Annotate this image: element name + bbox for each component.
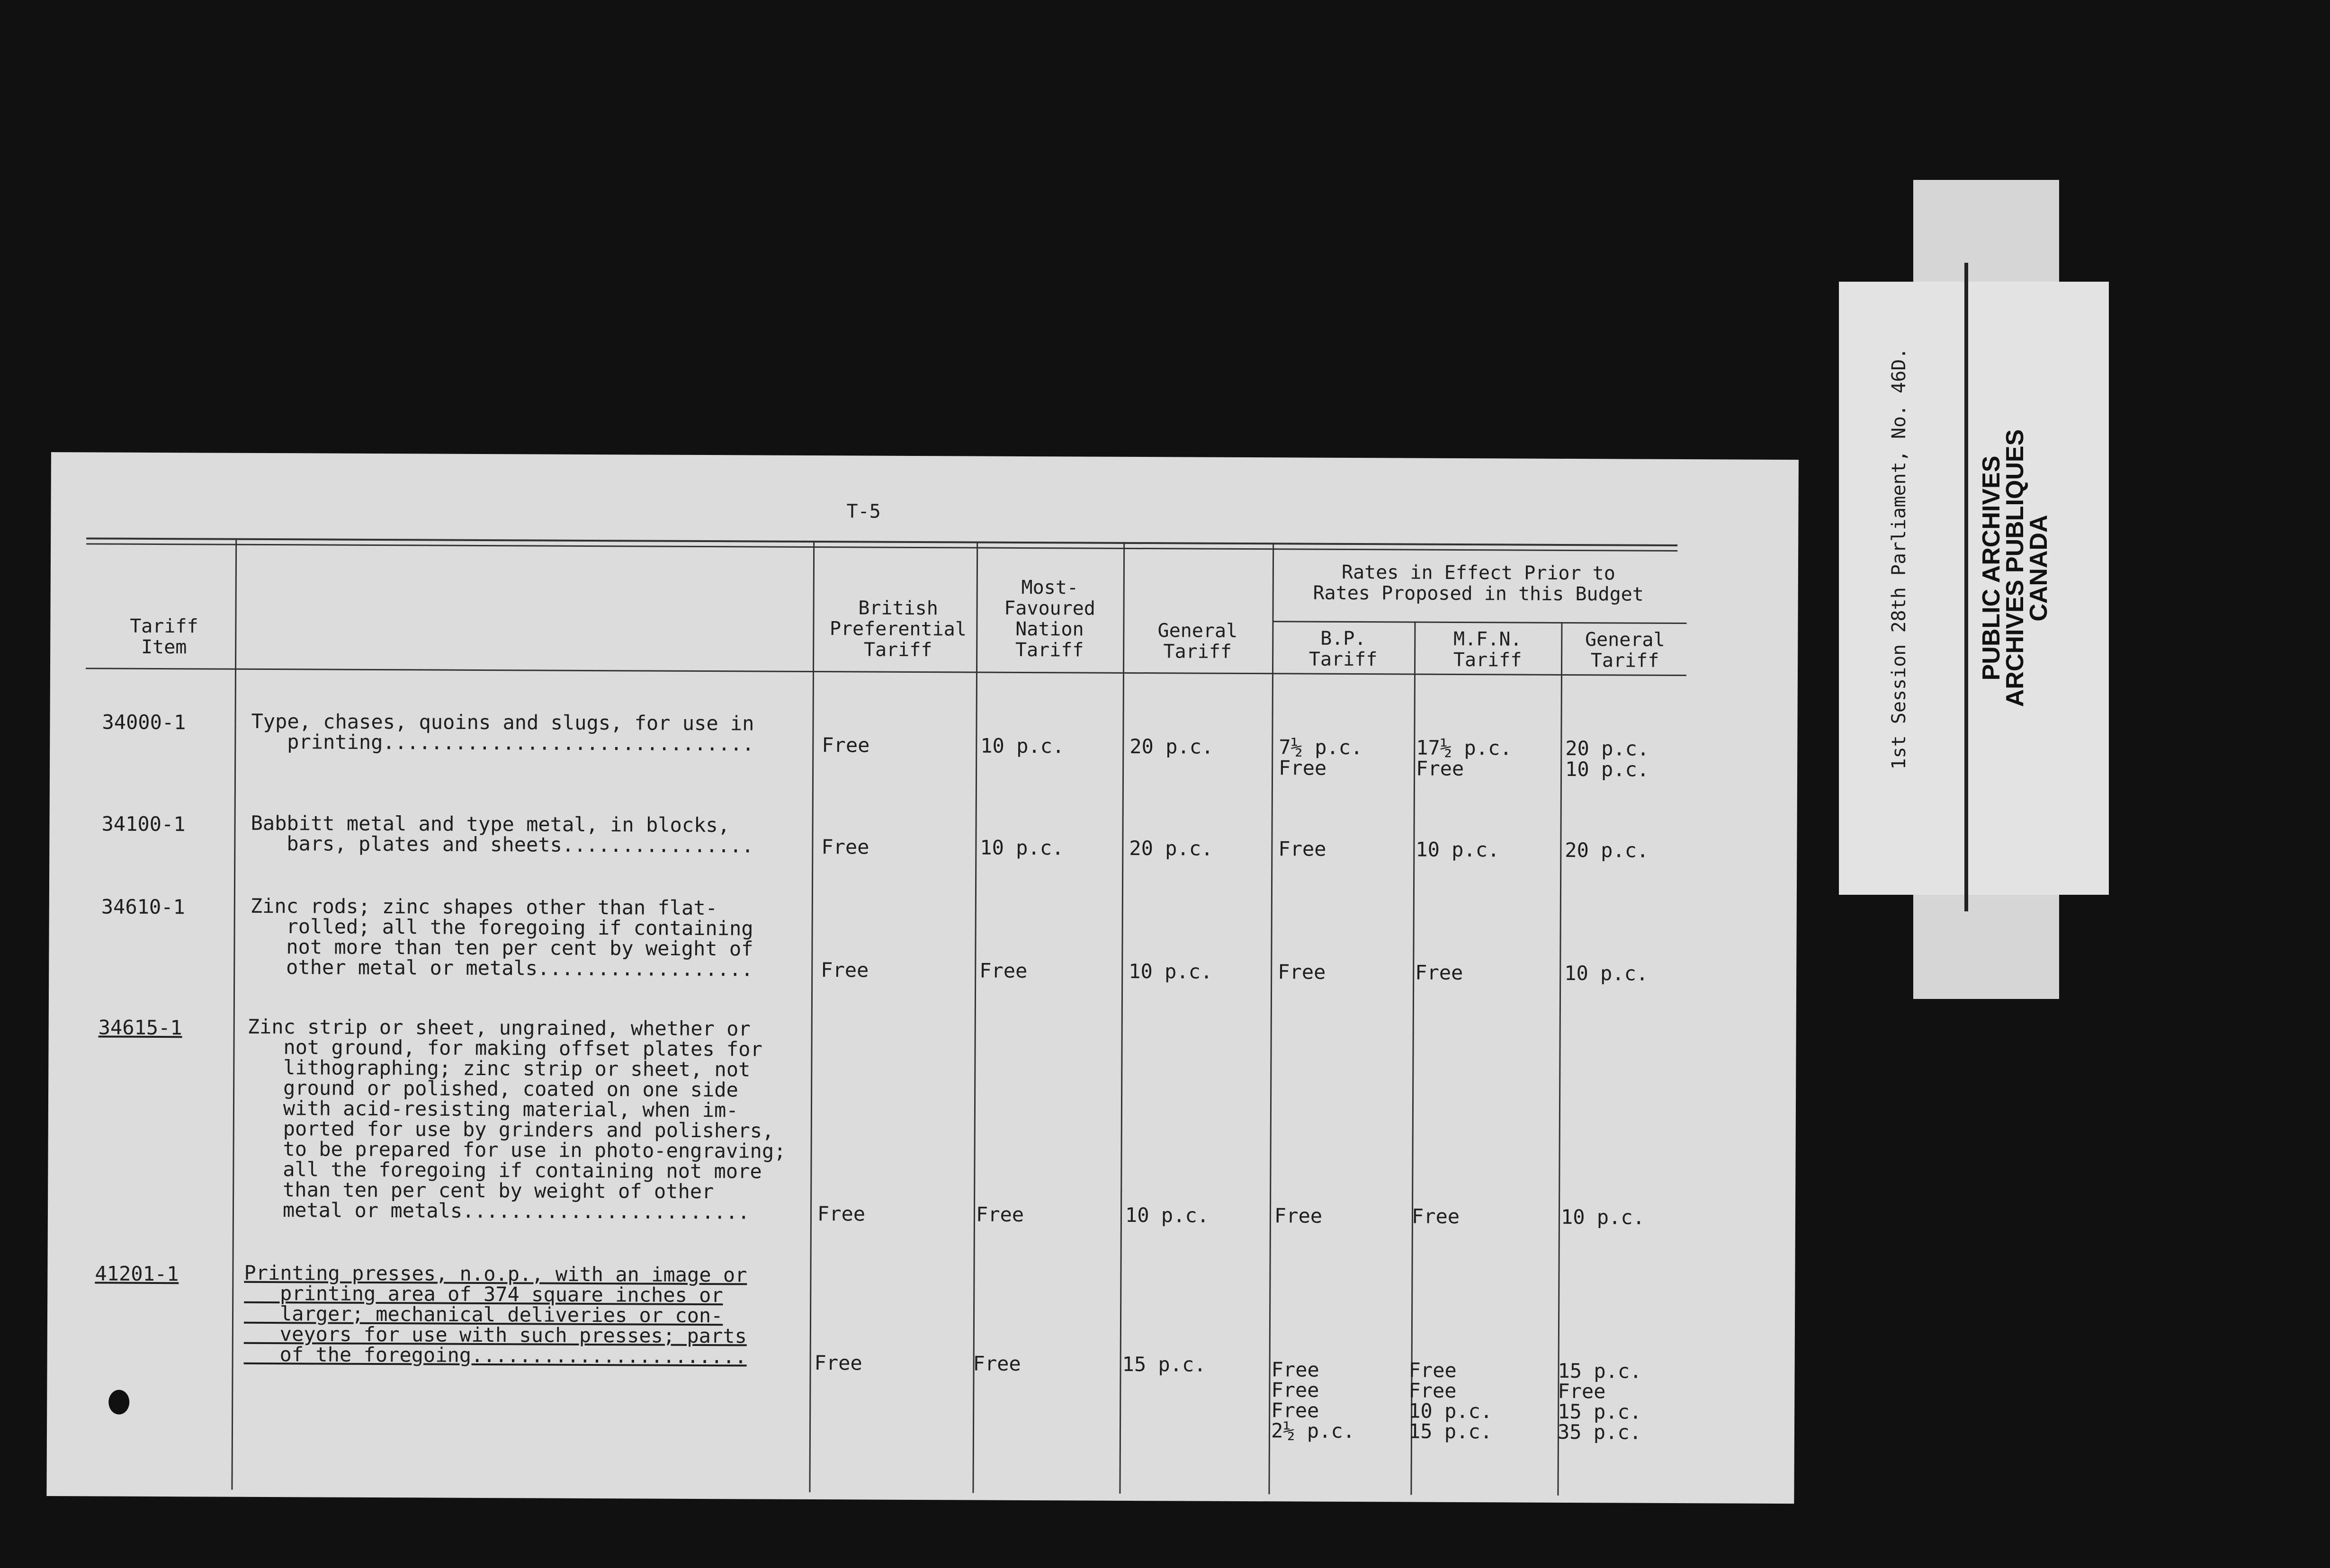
- prior-general-rate: 10 p.c.: [1560, 1205, 1645, 1229]
- bp-rate: Free: [821, 835, 869, 859]
- group-header-rule: [1272, 621, 1686, 624]
- header-british-preferential: British Preferential Tariff: [829, 597, 967, 661]
- prior-general-rate: 20 p.c.: [1565, 838, 1649, 862]
- archive-stamp: [1980, 429, 2051, 707]
- item-description: Babbitt metal and type metal, in blocks, bars, plates and sheets................: [251, 811, 754, 857]
- item-description: Zinc strip or sheet, ungrained, whether or not ground, for making offset plates for lithographing; zinc strip or sheet, not ground or polished, coated on one side with acid-resisting material, when im- ported for use by grinders and polishers, to be prepared for use in photo-engraving; all the foregoing if containing not more than ten per cent by weight of other metal or metals........................: [246, 1015, 786, 1224]
- prior-bp-rate: 7½ p.c. Free: [1279, 735, 1363, 780]
- bp-rate: Free: [817, 1202, 866, 1226]
- prior-mfn-rate: 17½ p.c. Free: [1416, 736, 1512, 781]
- tariff-item-number: 34100-1: [101, 812, 186, 836]
- general-rate: 20 p.c.: [1129, 836, 1213, 860]
- column-rule: [1268, 543, 1274, 1494]
- mfn-rate: Free: [979, 959, 1028, 983]
- ink-blot: [108, 1390, 129, 1415]
- header-prior-rates-group: Rates in Effect Prior to Rates Proposed in this Budget: [1313, 561, 1644, 606]
- prior-bp-rate: Free Free Free 2½ p.c.: [1271, 1358, 1355, 1443]
- item-description: Printing presses, n.o.p., with an image or printing area of 374 square inches or larger; mechanical deliveries or con- veyors for use with such presses; parts of the foregoing.......................: [243, 1261, 747, 1368]
- mfn-rate: Free: [973, 1352, 1021, 1375]
- column-rule: [972, 542, 978, 1493]
- tariff-item-number: 41201-1: [95, 1262, 179, 1286]
- tariff-item-number: 34610-1: [101, 895, 185, 919]
- header-general-tariff: General Tariff: [1157, 620, 1238, 663]
- prior-general-rate: 20 p.c. 10 p.c.: [1565, 736, 1649, 781]
- prior-mfn-rate: Free: [1411, 1204, 1460, 1228]
- bp-rate: Free: [822, 733, 870, 757]
- general-rate: 20 p.c.: [1129, 734, 1214, 758]
- header-tariff-item: Tariff Item: [130, 615, 198, 659]
- stamp-line: PUBLIC ARCHIVES: [1978, 455, 2005, 681]
- stamp-line: ARCHIVES PUBLIQUES: [2001, 429, 2029, 707]
- document-page: [46, 452, 1799, 1504]
- column-rule: [1119, 542, 1125, 1494]
- session-label: 1st Session 28th Parliament, No. 46D.: [1888, 347, 1910, 770]
- prior-bp-rate: Free: [1274, 1204, 1323, 1228]
- prior-mfn-rate: Free Free 10 p.c. 15 p.c.: [1408, 1358, 1493, 1443]
- general-rate: 15 p.c.: [1122, 1352, 1206, 1376]
- header-most-favoured-nation: Most- Favoured Nation Tariff: [1004, 576, 1096, 661]
- item-description: Type, chases, quoins and slugs, for use in printing...............................: [251, 709, 754, 756]
- column-rule: [809, 541, 815, 1492]
- archive-label-front: [1839, 282, 2109, 895]
- bp-rate: Free: [814, 1351, 862, 1375]
- mfn-rate: 10 p.c.: [980, 734, 1065, 758]
- header-prior-bp: B.P. Tariff: [1308, 627, 1378, 671]
- prior-bp-rate: Free: [1278, 960, 1326, 984]
- prior-mfn-rate: Free: [1415, 961, 1463, 985]
- prior-bp-rate: Free: [1278, 837, 1326, 861]
- page-number: T-5: [846, 500, 881, 523]
- column-rule: [231, 538, 237, 1490]
- general-rate: 10 p.c.: [1129, 959, 1213, 983]
- mfn-rate: Free: [976, 1203, 1024, 1226]
- tariff-item-number: 34000-1: [102, 710, 186, 734]
- header-prior-general: General Tariff: [1585, 629, 1665, 672]
- tariff-item-number: 34615-1: [98, 1016, 182, 1040]
- archive-label-edge: [1964, 263, 1968, 911]
- header-prior-mfn: M.F.N. Tariff: [1453, 628, 1522, 671]
- prior-general-rate: 15 p.c. Free 15 p.c. 35 p.c.: [1557, 1359, 1642, 1444]
- stamp-line: CANADA: [2025, 515, 2052, 622]
- item-description: Zinc rods; zinc shapes other than flat- rolled; all the foregoing if containing not more than ten per cent by weight of other metal or metals..................: [250, 894, 753, 981]
- general-rate: 10 p.c.: [1125, 1203, 1210, 1227]
- mfn-rate: 10 p.c.: [980, 836, 1064, 860]
- bp-rate: Free: [821, 958, 869, 982]
- prior-general-rate: 10 p.c.: [1564, 961, 1649, 985]
- prior-mfn-rate: 10 p.c.: [1416, 837, 1500, 862]
